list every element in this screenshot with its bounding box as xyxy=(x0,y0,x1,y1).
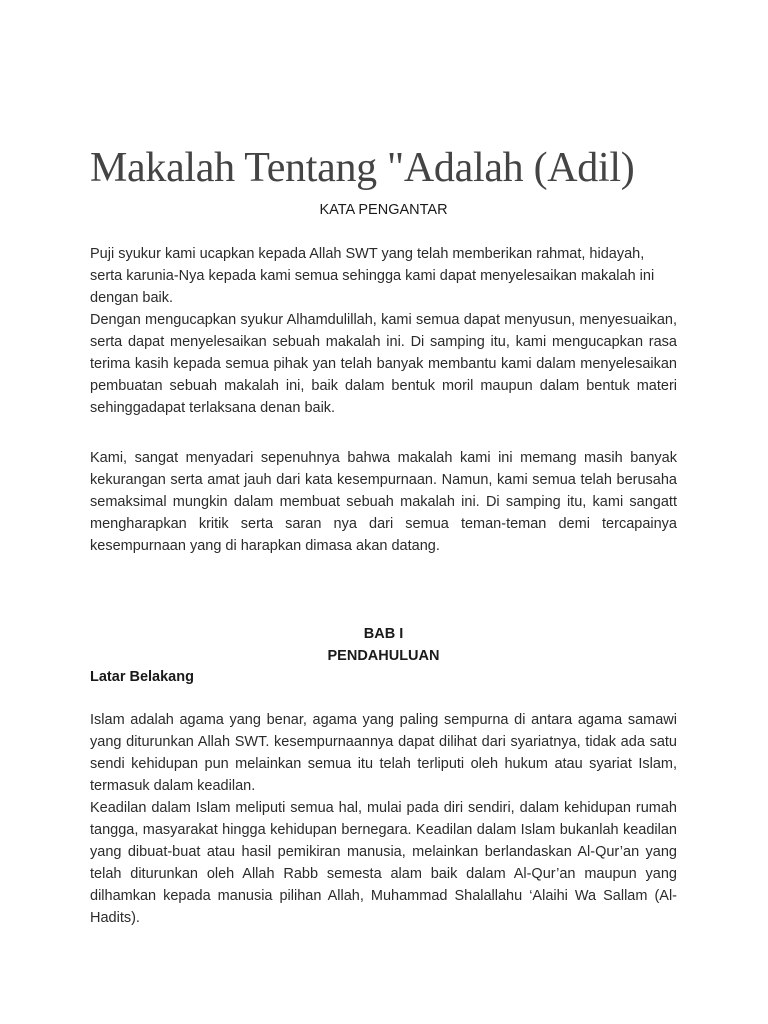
paragraph: Islam adalah agama yang benar, agama yang paling sempurna di antara agama samawi yang diturunkan Allah SWT. kesempurnaannya dapat dilihat dari syariatnya, tidak ada satu sendi kehidupan pun melainkan semua itu telah terliputi oleh hukum atau syariat Islam, termasuk dalam keadilan. xyxy=(90,712,677,794)
kata-pengantar-closing xyxy=(90,447,677,557)
chapter-title: PENDAHULUAN xyxy=(327,648,440,664)
paragraph: Keadilan dalam Islam meliputi semua hal, mulai pada diri sendiri, dalam kehidupan rumah tangga, masyarakat hingga kehidupan bernegara. Keadilan dalam Islam bukanlah keadilan yang dibuat-buat atau hasil pemikiran manusia, melainkan berlandaskan Al-Qur’an yang telah diturunkan oleh Allah Rabb semesta alam baik dalam Al-Qur’an maupun yang dilhamkan kepada manusia pilihan Allah, Muhammad Shalallahu ‘Alaihi Wa Sallam (Al-Hadits). xyxy=(90,800,677,926)
paragraph: Dengan mengucapkan syukur Alhamdulillah, kami semua dapat menyusun, menyesuaikan, serta dapat menyelesaikan sebuah makalah ini. Di samping itu, kami mengucapkan rasa terima kasih kepada semua pihak yan telah banyak membantu kami dalam menyelesaikan pembuatan sebuah makalah ini, baik dalam bentuk moril maupun dalam bentuk materi sehinggadapat terlaksana denan baik. xyxy=(90,312,677,416)
kata-pengantar-body xyxy=(90,243,677,419)
section-heading: Latar Belakang xyxy=(90,669,194,685)
chapter-number: BAB I xyxy=(363,626,404,642)
latar-belakang-body xyxy=(90,709,677,929)
kata-pengantar-heading: KATA PENGANTAR xyxy=(319,202,448,218)
document-title: Makalah Tentang "Adalah (Adil) xyxy=(90,145,635,191)
paragraph: Kami, sangat menyadari sepenuhnya bahwa makalah kami ini memang masih banyak kekurangan serta amat jauh dari kata kesempurnaan. Namun, kami semua telah berusaha semaksimal mungkin dalam membuat sebuah makalah ini. Di samping itu, kami sangatt mengharapkan kritik serta saran nya dari semua teman-teman demi tercapainya kesempurnaan yang di harapkan dimasa akan datang. xyxy=(90,450,677,554)
paragraph: Puji syukur kami ucapkan kepada Allah SWT yang telah memberikan rahmat, hidayah, serta karunia-Nya kepada kami semua sehingga kami dapat menyelesaikan makalah ini dengan baik. xyxy=(90,246,655,306)
